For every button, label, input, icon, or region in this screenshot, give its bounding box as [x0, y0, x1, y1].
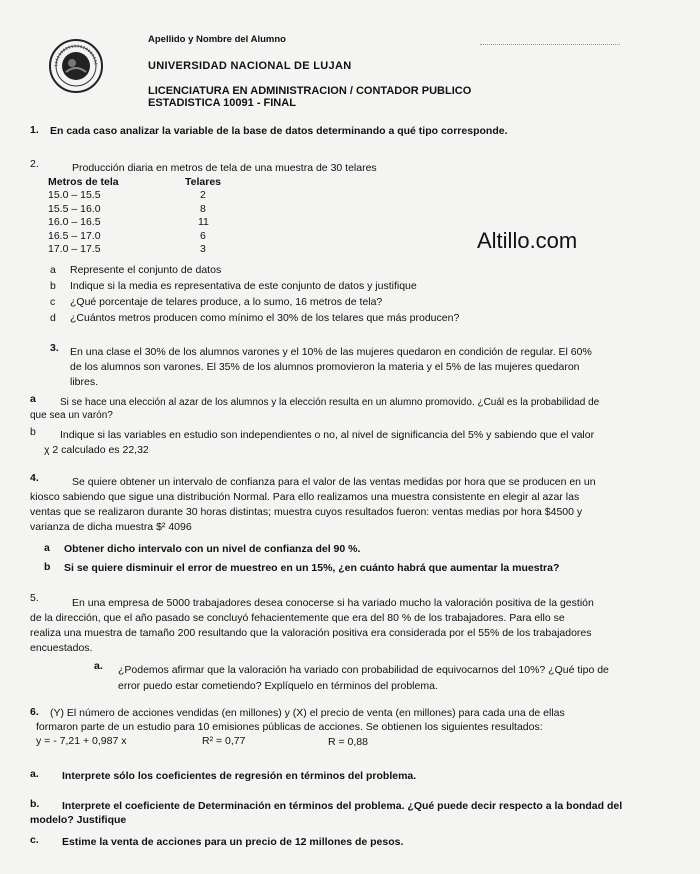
- q5-number: 5.: [30, 592, 39, 604]
- q4-text-line: kiosco sabiendo que sigue una distribución Normal. Para ello realizamos una muestra consistente en elegir al azar las: [30, 491, 580, 503]
- table-row: [48, 189, 240, 202]
- q5-text-line: realiza una muestra de tamaño 200 resultando que la valoración positiva era considerada por el 55% de los trabajadores: [30, 627, 592, 639]
- q1-number: 1.: [30, 124, 39, 136]
- q4-item-text: Si se quiere disminuir el error de muestreo en un 15%, ¿en cuánto habrá que aumentar la muestra?: [64, 562, 560, 574]
- watermark-text: Altillo.com: [477, 228, 578, 253]
- q2-item-text: Indique si la media es representativa de este conjunto de datos y justifique: [70, 280, 417, 292]
- q3-b-line: Indique si las variables en estudio son independientes o no, al nivel de significancia del 5% y sabiendo que el valor: [60, 429, 595, 441]
- q3-text-line: de los alumnos son varones. El 35% de los alumnos promovieron la materia y el 5% de las mujeres quedaron: [70, 361, 580, 373]
- q4-text-line: Se quiere obtener un intervalo de confianza para el valor de las ventas medidas por hora que se producen en un: [72, 476, 596, 488]
- q6-item-text: modelo? Justifique: [30, 814, 127, 826]
- q6-item-text: Estime la venta de acciones para un precio de 12 millones de pesos.: [62, 836, 404, 848]
- q2-item-text: ¿Cuántos metros producen como mínimo el 30% de los telares que más producen?: [70, 312, 460, 324]
- q6-text-line: formaron parte de un estudio para 10 emisiones públicas de acciones. Se obtienen los siguientes resultados:: [36, 721, 543, 733]
- q5-a-line: ¿Podemos afirmar que la valoración ha variado con probabilidad de equivocarnos del 10%? ¿Qué tipo de: [118, 664, 609, 676]
- q3-text-line: libres.: [70, 376, 99, 388]
- q3-a-line: que sea un varón?: [30, 410, 113, 421]
- q3-text-line: En una clase el 30% de los alumnos varones y el 10% de las mujeres quedaron en condición de regular. El 60%: [70, 346, 592, 358]
- table-cell: 15.0 – 15.5: [48, 189, 101, 202]
- q2-item-label: d: [50, 312, 56, 324]
- r-squared: R² = 0,77: [202, 735, 246, 747]
- q2-item-label: c: [50, 296, 56, 308]
- q3-a-line: Si se hace una elección al azar de los alumnos y la elección resulta en un alumno promovido. ¿Cuál es la probabilidad de: [60, 397, 600, 408]
- q6-text-line: (Y) El número de acciones vendidas (en millones) y (X) el precio de venta (en millones) para cada una de ellas: [50, 707, 565, 719]
- q6-item-label: a.: [30, 768, 39, 780]
- university-name: UNIVERSIDAD NACIONAL DE LUJAN: [148, 60, 352, 72]
- q4-text-line: ventas que se realizaron durante 30 horas distintas; muestra cuyos resultados fueron: ventas medias por hora $4500 y: [30, 506, 583, 518]
- career-name: LICENCIATURA EN ADMINISTRACION / CONTADOR PUBLICO: [148, 85, 472, 97]
- table-cell: 15.5 – 16.0: [48, 202, 101, 215]
- q3-number: 3.: [50, 342, 59, 354]
- q5-text-line: En una empresa de 5000 trabajadores desea conocerse si ha variado mucho la valoración positiva de la gestión: [72, 597, 594, 609]
- table-header: [48, 176, 240, 189]
- table-header-cell: Metros de tela: [48, 176, 119, 188]
- table-cell: 17.0 – 17.5: [48, 242, 101, 255]
- table-cell: 6: [200, 229, 206, 242]
- q6-item-text: Interprete el coeficiente de Determinación en términos del problema. ¿Qué puede decir respecto a la bondad del: [62, 800, 623, 812]
- q3-b-line: χ 2 calculado es 22,32: [44, 444, 149, 456]
- university-seal-icon: [48, 38, 104, 94]
- q5-a-label: a.: [94, 660, 103, 672]
- q2-item-text: Represente el conjunto de datos: [70, 264, 222, 276]
- q4-item-label: b: [44, 561, 51, 573]
- table-row: [48, 216, 240, 229]
- table-header-cell: Telares: [185, 176, 221, 188]
- q4-item-label: a: [44, 542, 50, 554]
- table-row: [48, 230, 240, 243]
- q6-item-text: Interprete sólo los coeficientes de regresión en términos del problema.: [62, 770, 417, 782]
- regression-equation: y = - 7,21 + 0,987 x: [36, 735, 127, 747]
- table-row: [48, 243, 240, 256]
- q4-number: 4.: [30, 472, 39, 484]
- name-blank-line: [480, 44, 620, 45]
- table-cell: 8: [200, 202, 206, 215]
- table-cell: 16.0 – 16.5: [48, 216, 101, 229]
- q4-text-line: varianza de dicha muestra $² 4096: [30, 521, 192, 533]
- correlation-r: R = 0,88: [328, 736, 368, 748]
- table-cell: 11: [198, 216, 209, 229]
- telares-table: [48, 176, 240, 256]
- q2-item-label: a: [50, 264, 56, 276]
- student-name-label: Apellido y Nombre del Alumno: [148, 34, 286, 45]
- q1-text: En cada caso analizar la variable de la base de datos determinando a qué tipo corresponde.: [50, 125, 508, 137]
- table-cell: 3: [200, 242, 206, 255]
- q6-item-label: c.: [30, 834, 39, 846]
- q4-item-text: Obtener dicho intervalo con un nivel de confianza del 90 %.: [64, 543, 361, 555]
- q5-a-line: error puedo estar cometiendo? Explíquelo en términos del problema.: [118, 680, 438, 692]
- q5-text-line: de la dirección, que el año pasado se concluyó fehacientemente que era del 80 % de los trabajadores. Para ello se: [30, 612, 565, 624]
- q6-item-label: b.: [30, 798, 40, 810]
- q2-text: Producción diaria en metros de tela de una muestra de 30 telares: [72, 162, 377, 174]
- q5-text-line: encuestados.: [30, 642, 93, 654]
- table-row: [48, 203, 240, 216]
- q3-a-label: a: [30, 393, 36, 405]
- q2-item-text: ¿Qué porcentaje de telares produce, a lo sumo, 16 metros de tela?: [70, 296, 383, 308]
- q2-item-label: b: [50, 280, 56, 292]
- course-name: ESTADISTICA 10091 - FINAL: [148, 97, 296, 109]
- q2-number: 2.: [30, 158, 39, 170]
- q3-b-label: b: [30, 426, 36, 438]
- q6-number: 6.: [30, 706, 39, 718]
- table-cell: 16.5 – 17.0: [48, 229, 101, 242]
- table-cell: 2: [200, 189, 206, 202]
